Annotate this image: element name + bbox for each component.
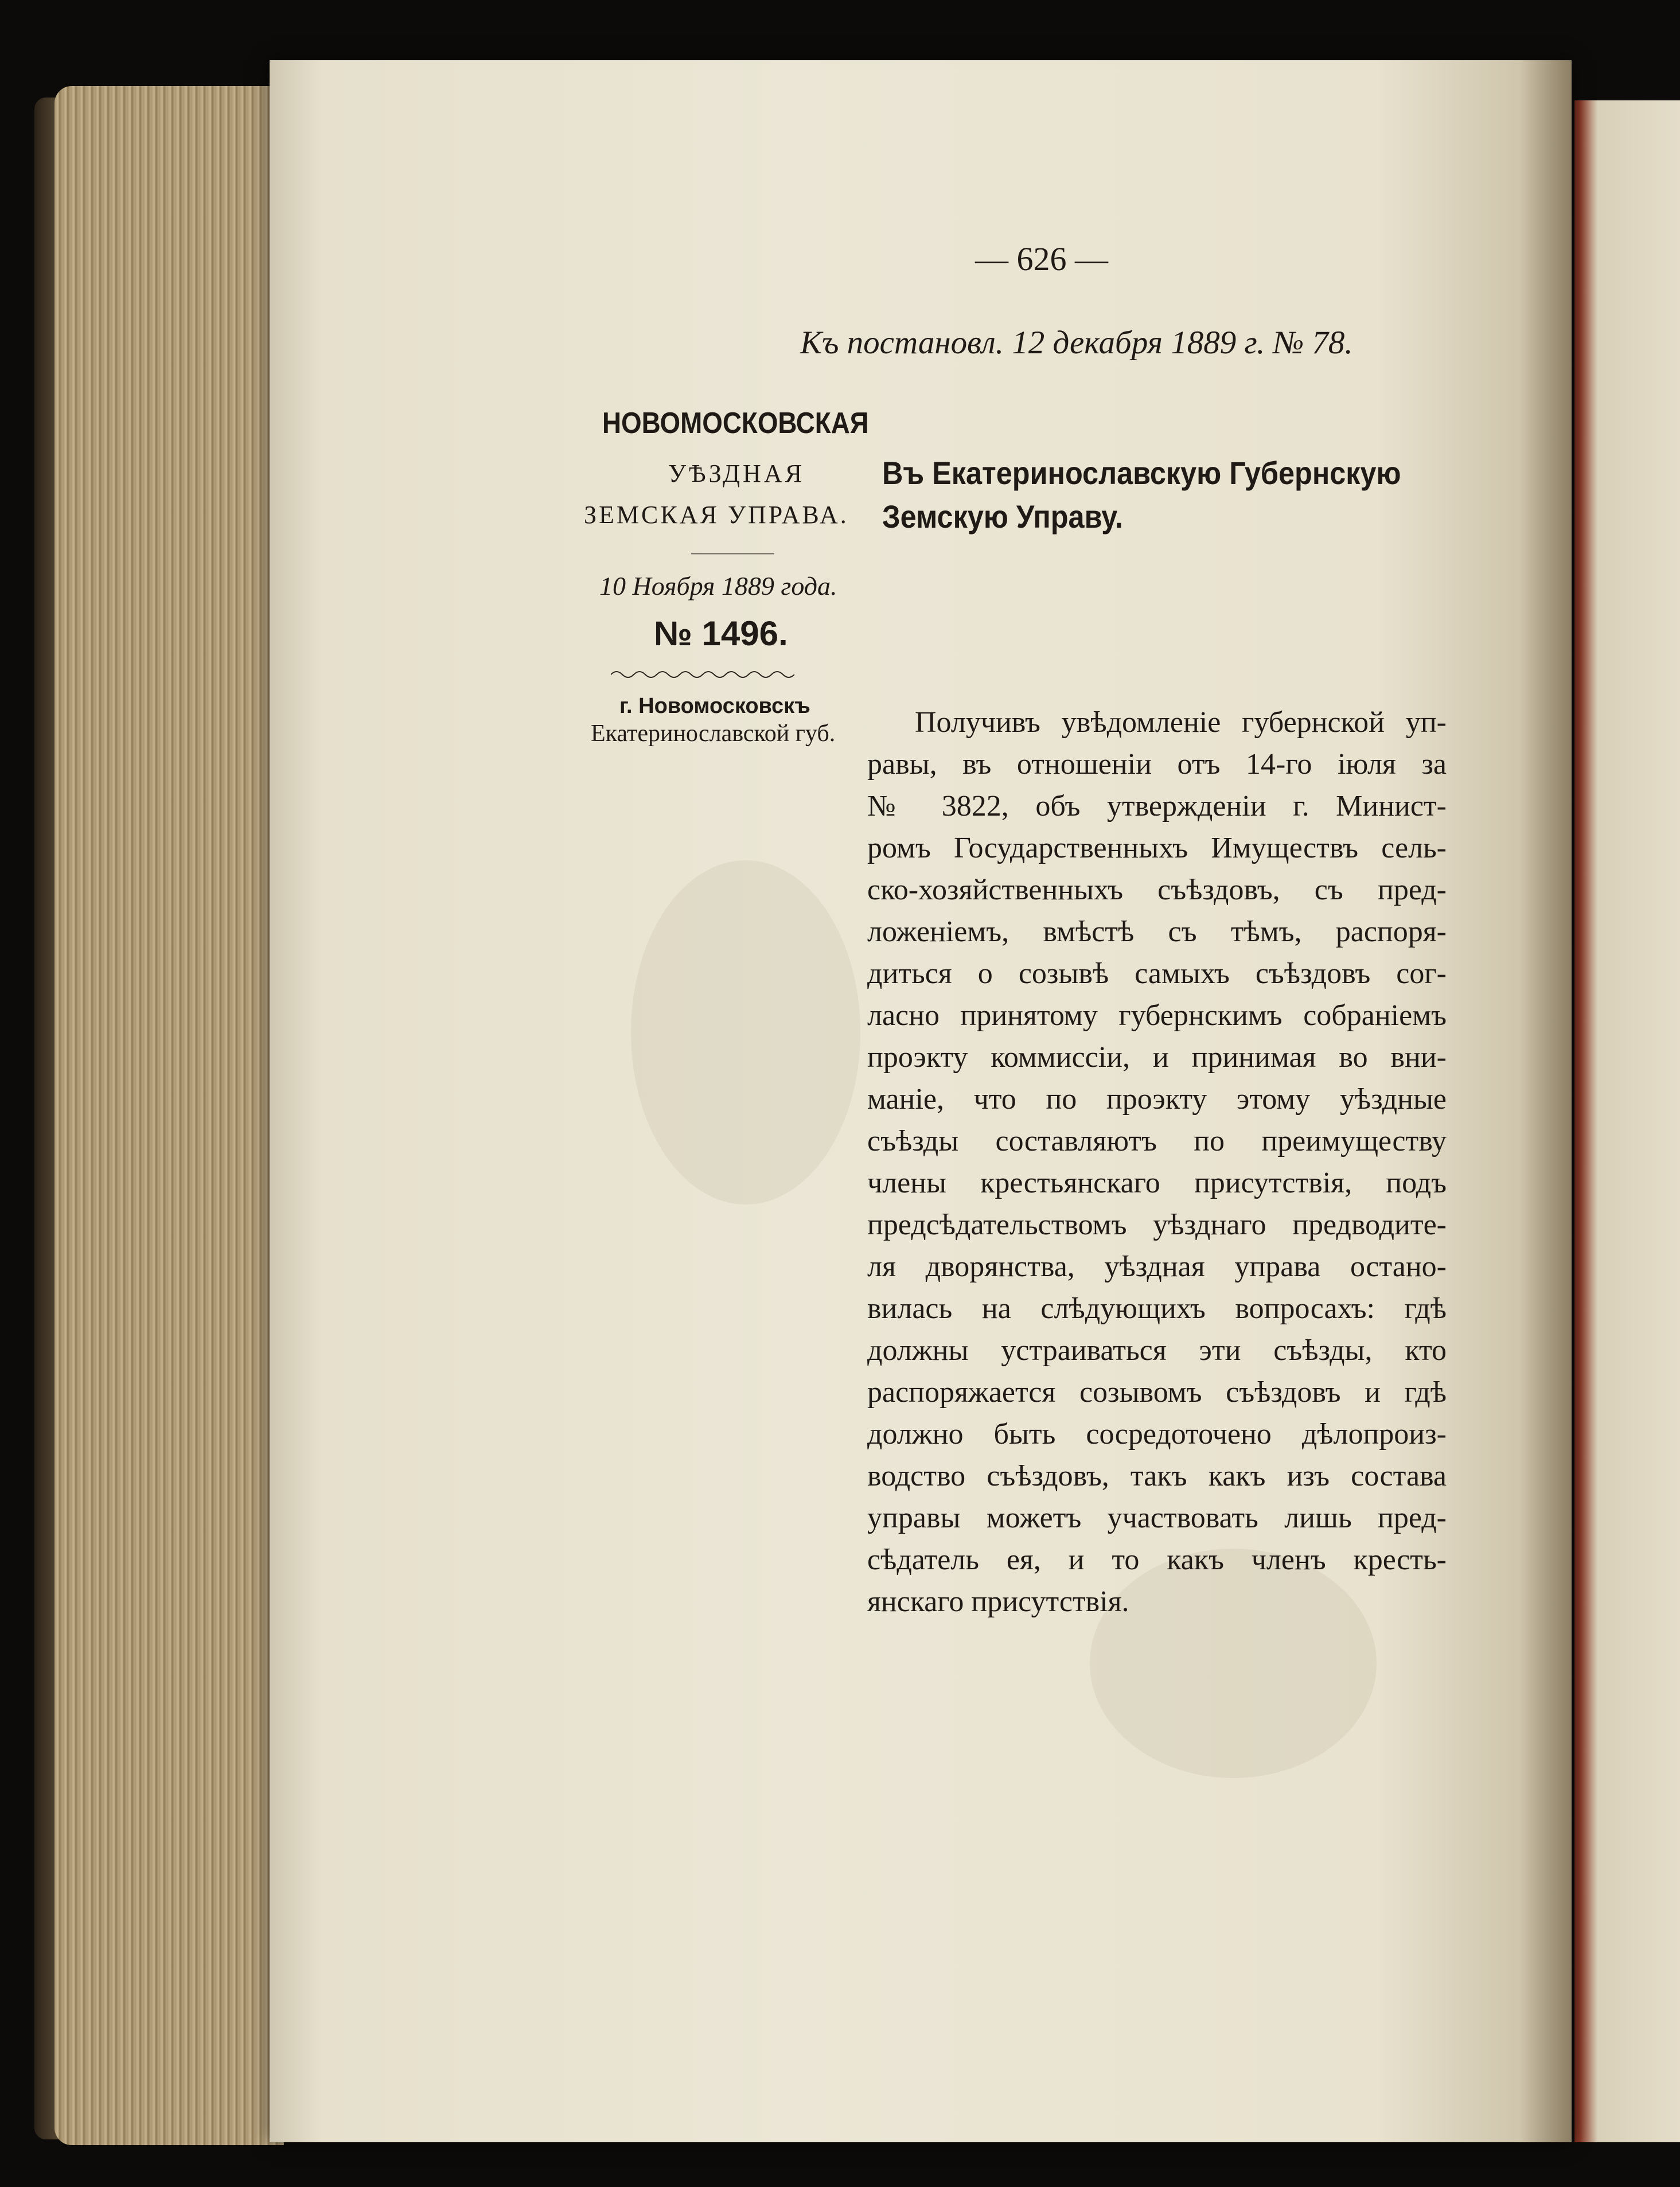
addressee-line1: Въ Екатеринославскую Губернскую bbox=[882, 455, 1401, 491]
paper-stain bbox=[1090, 1549, 1377, 1778]
body-line: диться о созывѣ самыхъ съѣздовъ сог- bbox=[867, 957, 1447, 990]
gutter-shadow bbox=[1520, 60, 1572, 2142]
body-line: ложеніемъ, вмѣстѣ съ тѣмъ, распоря- bbox=[867, 915, 1447, 948]
sender-city: г. Новомосковскъ bbox=[619, 694, 810, 718]
wavy-divider bbox=[611, 668, 794, 681]
divider-rule bbox=[691, 553, 774, 555]
body-line: Получивъ увѣдомленіе губернской уп- bbox=[915, 706, 1447, 739]
body-line: № 3822, объ утвержденіи г. Минист- bbox=[867, 790, 1447, 822]
book-page-edges bbox=[54, 86, 284, 2145]
paper-stain bbox=[631, 860, 860, 1204]
body-line: янскаго присутствія. bbox=[867, 1585, 1129, 1618]
addressee-line2: Земскую Управу. bbox=[882, 498, 1123, 535]
letter-number: № 1496. bbox=[654, 614, 788, 653]
body-line: равы, въ отношеніи отъ 14-го іюля за bbox=[867, 748, 1447, 781]
adjacent-page-edge bbox=[1574, 100, 1680, 2142]
body-line: ласно принятому губернскимъ собраніемъ bbox=[867, 999, 1447, 1032]
body-line: предсѣдательствомъ уѣзднаго предводите- bbox=[867, 1208, 1447, 1241]
body-line: ромъ Государственныхъ Имуществъ сель- bbox=[867, 832, 1447, 864]
body-line: члены крестьянскаго присутствія, подъ bbox=[867, 1167, 1447, 1199]
body-line: водство съѣздовъ, такъ какъ изъ состава bbox=[867, 1460, 1447, 1492]
body-line: распоряжается созывомъ съѣздовъ и гдѣ bbox=[867, 1376, 1447, 1409]
body-line: съѣзды составляютъ по преимуществу bbox=[867, 1125, 1447, 1157]
sender-name-line3: ЗЕМСКАЯ УПРАВА. bbox=[584, 501, 849, 529]
body-line: ско-хозяйственныхъ съѣздовъ, съ пред- bbox=[867, 874, 1447, 906]
body-line: проэкту коммиссіи, и принимая во вни- bbox=[867, 1041, 1447, 1074]
sender-name-line1: НОВОМОСКОВСКАЯ bbox=[602, 407, 869, 440]
body-line: вилась на слѣдующихъ вопросахъ: гдѣ bbox=[867, 1292, 1447, 1325]
body-line: должно быть сосредоточено дѣлопроиз- bbox=[867, 1418, 1447, 1451]
body-line: управы можетъ участвовать лишь пред- bbox=[867, 1502, 1447, 1534]
resolution-reference: Къ постановл. 12 декабря 1889 г. № 78. bbox=[800, 325, 1353, 361]
body-line: маніе, что по проэкту этому уѣздные bbox=[867, 1083, 1447, 1116]
page-number: — 626 — bbox=[975, 240, 1108, 278]
body-line: ля дворянства, уѣздная управа остано- bbox=[867, 1250, 1447, 1283]
body-line: должны устраиваться эти съѣзды, кто bbox=[867, 1334, 1447, 1367]
sender-province: Екатеринославской губ. bbox=[591, 720, 836, 747]
letter-date: 10 Ноября 1889 года. bbox=[599, 571, 837, 601]
body-line: сѣдатель ея, и то какъ членъ кресть- bbox=[867, 1543, 1447, 1576]
sender-name-line2: УѢЗДНАЯ bbox=[668, 459, 805, 488]
